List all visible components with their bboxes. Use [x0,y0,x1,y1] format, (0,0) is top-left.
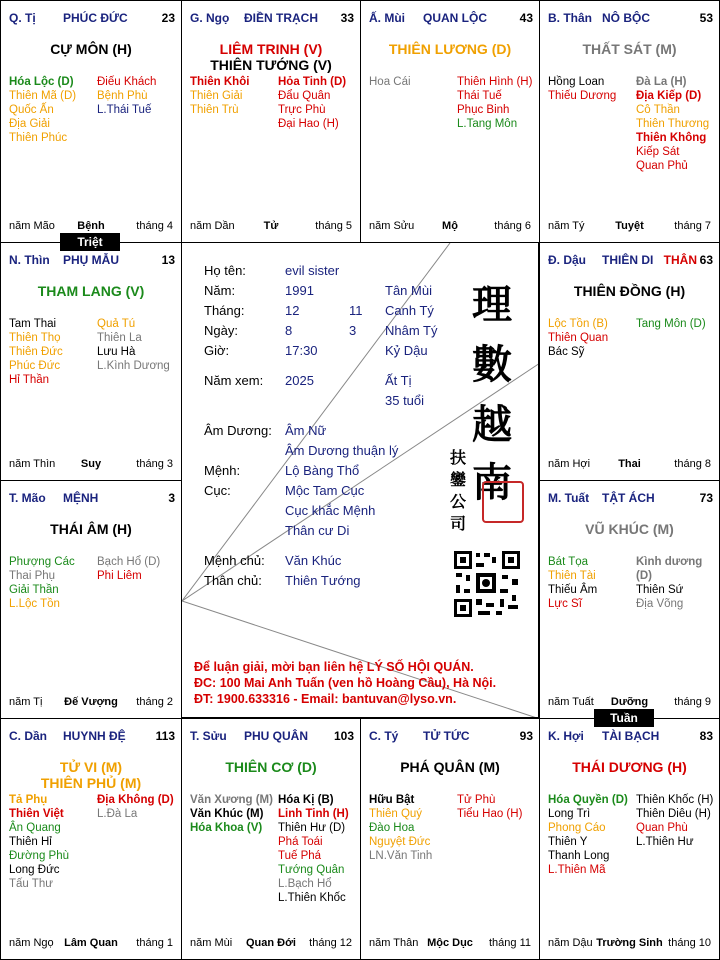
palace-footer [9,937,173,951]
minor-star[interactable]: Thiếu Âm [548,584,598,596]
main-star[interactable]: THIÊN PHỦ (M) [40,775,142,791]
palace-position: C. Dần [9,729,48,743]
calligraphy-char-1: 理 [472,281,512,328]
calligraphy-small-3: 公 [450,492,467,511]
palace-year: năm Dần [190,220,235,232]
life-stage: Mộc Dục [427,937,473,949]
minor-star[interactable]: Tuế Phá [278,850,322,862]
right-star-column [278,793,349,905]
minor-star[interactable]: Thiên Thương [636,118,710,130]
minor-star[interactable]: Tả Phụ [9,794,48,806]
palace-year: năm Tị [9,696,43,708]
minor-star[interactable]: Thiên Hư (D) [278,822,346,834]
left-star-column [9,555,75,611]
menhchu-label: Mệnh chủ: [204,553,265,568]
palace-position: K. Hợi [548,729,584,743]
life-stage: Trường Sinh [596,937,663,949]
minor-star[interactable]: Địa Võng [636,598,684,610]
palace-month: tháng 8 [674,458,711,470]
minor-star[interactable]: Tướng Quân [278,864,345,876]
amduong-label: Âm Dương: [204,423,272,438]
palace-cell-hoi [539,718,720,960]
month-lunar: 11 [349,303,363,318]
minor-star[interactable]: Bệnh Phù [97,90,148,102]
name-label: Họ tên: [204,263,246,278]
palace-footer [9,696,173,710]
than-marker: THÂN [663,253,697,267]
right-star-column [97,793,174,821]
palace-header [9,11,175,27]
palace-header [369,11,533,27]
menh-label: Mệnh: [204,463,241,478]
minor-star[interactable]: Long Đức [9,864,60,876]
contact-phone-email[interactable]: ĐT: 1900.633316 - Email: bantuvan@lyso.vn. [194,692,457,706]
right-star-column [457,793,522,821]
cuc-value: Mộc Tam Cục [285,483,365,498]
minor-star[interactable]: Thiên Hình (H) [457,76,533,88]
minor-star[interactable]: L.Tang Môn [457,118,518,130]
palace-name[interactable]: HUYNH ĐỆ [63,729,126,743]
minor-star[interactable]: L.Thiên Hư [636,836,694,848]
amduong-value2: Âm Dương thuận lý [285,443,399,458]
minor-star[interactable]: Thiên Trù [190,104,239,116]
palace-position: G. Ngọ [190,11,230,25]
triet-tag: Triệt [60,233,120,251]
minor-star[interactable]: Thai Phụ [9,570,56,582]
main-star[interactable]: THAM LANG (V) [37,283,145,299]
life-stage: Đế Vượng [64,696,118,708]
right-star-column [636,793,713,849]
palace-footer [9,458,173,472]
hour-can: Kỷ Dậu [385,343,428,358]
hour-value: 17:30 [285,343,318,358]
minor-star[interactable]: Văn Xương (M) [190,794,273,806]
palace-position: T. Sửu [190,729,227,743]
palace-name[interactable]: ĐIỀN TRẠCH [244,11,318,25]
palace-age-number: 63 [699,253,713,267]
palace-name[interactable]: PHÚC ĐỨC [63,11,128,25]
view-year-value: 2025 [285,373,314,388]
minor-star[interactable]: Phi Liêm [97,570,142,582]
minor-star[interactable]: Thiên Mã (D) [9,90,77,102]
minor-star[interactable]: Kình dương (D) [636,556,703,582]
palace-year: năm Tuất [548,696,594,708]
minor-star[interactable]: Thiên Việt [9,808,64,820]
minor-star[interactable]: Địa Kiếp (D) [636,90,702,102]
cuc-value3: Thân cư Di [285,523,350,538]
left-star-column [548,555,597,611]
left-star-column [9,75,76,145]
palace-header [548,253,713,269]
minor-star[interactable]: Tang Môn (D) [636,318,706,330]
palace-cell-dan [0,718,182,960]
minor-star[interactable]: Hóa Kị (B) [278,794,334,806]
minor-star[interactable]: L.Thiên Khốc [278,892,346,904]
minor-star[interactable]: Thiên Hỉ [9,836,52,848]
palace-age-number: 73 [699,491,713,505]
palace-age-number: 33 [340,11,354,25]
minor-star[interactable]: Tấu Thư [9,878,53,890]
palace-age-number: 23 [161,11,175,25]
minor-star[interactable]: L.Thái Tuế [97,104,152,116]
minor-star[interactable]: Nguyệt Đức [369,836,431,848]
palace-header [548,491,713,507]
month-label: Tháng: [204,303,245,318]
palace-position: Đ. Dậu [548,253,587,267]
minor-star[interactable]: Thiên Phúc [9,132,68,144]
minor-star[interactable]: Bạch Hổ (D) [97,556,161,568]
palace-year: năm Mão [9,220,55,232]
palace-name[interactable]: TÀI BẠCH [602,729,660,743]
main-star[interactable]: THIÊN TƯỚNG (V) [210,57,332,73]
palace-footer [369,937,531,951]
palace-age-number: 83 [699,729,713,743]
tuan-tag: Tuần [594,709,654,727]
minor-star[interactable]: Cô Thần [636,104,680,116]
palace-cell-than [539,0,720,243]
minor-star[interactable]: Đại Hao (H) [278,118,339,130]
palace-position: N. Thìn [9,253,50,267]
palace-month: tháng 9 [674,696,711,708]
minor-star[interactable]: Văn Khúc (M) [190,808,264,820]
minor-star[interactable]: Phong Cáo [548,822,606,834]
amduong-value: Âm Nữ [285,423,327,438]
minor-star[interactable]: Hữu Bật [369,794,415,806]
main-star[interactable]: THÁI ÂM (H) [50,521,132,537]
minor-star[interactable]: Ân Quang [9,822,61,834]
palace-position: T. Mão [9,491,46,505]
minor-star[interactable]: Lộc Tồn (B) [548,318,608,330]
palace-position: Ấ. Mùi [369,11,405,25]
contact-address: ĐC: 100 Mai Anh Tuấn (ven hồ Hoàng Cầu), Hà Nội. [194,676,497,690]
left-star-column [548,793,628,877]
minor-star[interactable]: Hỉ Thần [9,374,50,386]
year-value: 1991 [285,283,314,298]
palace-cell-suu [181,718,361,960]
minor-star[interactable]: Thái Tuế [457,90,502,102]
month-value: 12 [285,303,300,318]
right-star-column [97,317,170,373]
minor-star[interactable]: Đường Phù [9,850,69,862]
red-seal-icon [482,481,524,523]
minor-star[interactable]: Thiên Sứ [636,584,684,596]
palace-year: năm Hợi [548,458,591,470]
palace-header [369,729,533,745]
day-label: Ngày: [204,323,238,338]
palace-year: năm Dậu [548,937,593,949]
palace-year: năm Sửu [369,220,415,232]
life-stage: Quan Đới [246,937,296,949]
palace-footer [548,937,711,951]
palace-cell-mui [360,0,540,243]
life-stage: Tuyệt [615,220,644,232]
minor-star[interactable]: Địa Không (D) [97,794,174,806]
palace-name[interactable]: NÔ BỘC [602,11,650,25]
palace-cell-ty2 [360,718,540,960]
right-star-column [457,75,532,131]
palace-name[interactable]: MỆNH [63,491,99,505]
palace-name[interactable]: PHỤ MẪU [63,253,119,267]
minor-star[interactable]: Thiên Quan [548,332,609,344]
palace-footer [548,696,711,710]
palace-age-number: 43 [519,11,533,25]
minor-star[interactable]: Quan Phủ [636,160,688,172]
minor-star[interactable]: Phá Toái [278,836,323,848]
palace-year: năm Ngọ [9,937,54,949]
palace-header [548,11,713,27]
left-star-column [369,793,432,863]
minor-star[interactable]: Thiên Quý [369,808,423,820]
right-star-column [636,555,719,611]
year-can: Tân Mùi [385,283,432,298]
left-star-column [548,317,608,359]
minor-star[interactable]: Thanh Long [548,850,610,862]
palace-month: tháng 4 [136,220,173,232]
palace-name[interactable]: TỬ TỨC [423,729,470,743]
palace-name[interactable]: PHU QUÂN [244,729,309,743]
minor-star[interactable]: Thiên Diêu (H) [636,808,711,820]
main-star[interactable]: PHÁ QUÂN (M) [400,759,500,775]
calligraphy-small-1: 扶 [450,448,467,467]
palace-cell-ngo [181,0,361,243]
minor-star[interactable]: Phúc Đức [9,360,61,372]
minor-star[interactable]: Điếu Khách [97,76,157,88]
minor-star[interactable]: Thiên Tài [548,570,596,582]
life-stage: Dưỡng [610,696,649,708]
thanchu-value: Thiên Tướng [285,573,361,588]
calligraphy-char-2: 數 [472,341,512,388]
minor-star[interactable]: Kiếp Sát [636,146,680,158]
life-stage: Bệnh [77,220,105,232]
main-star[interactable]: THÁI DƯƠNG (H) [572,759,687,775]
palace-footer [190,937,352,951]
day-can: Nhâm Tý [385,323,438,338]
palace-year: năm Thân [369,937,419,949]
palace-month: tháng 3 [136,458,173,470]
minor-star[interactable]: Giải Thần [9,584,59,596]
minor-star[interactable]: Thiên Y [548,836,588,848]
minor-star[interactable]: Tam Thai [9,318,57,330]
minor-star[interactable]: Trực Phù [278,104,326,116]
cuc-label: Cục: [204,483,231,498]
minor-star[interactable]: Tử Phù [457,794,496,806]
left-star-column [369,75,411,89]
minor-star[interactable]: L.Bạch Hổ [278,878,332,890]
main-star[interactable]: THIÊN LƯƠNG (D) [388,41,512,57]
calligraphy-char-3: 越 [472,401,512,448]
palace-cell-mao [0,480,182,719]
minor-star[interactable]: Thiên Không [636,132,707,144]
minor-star[interactable]: LN.Văn Tinh [369,850,433,862]
calligraphy-small-4: 司 [450,514,467,533]
palace-year: năm Mùi [190,937,233,949]
left-star-column [190,75,249,117]
minor-star[interactable]: Đà La (H) [636,76,687,88]
palace-name[interactable]: THIÊN DI [602,253,654,267]
palace-footer [9,220,173,234]
day-value: 8 [285,323,293,338]
minor-star[interactable]: Lưu Hà [97,346,136,358]
palace-cell-ty [0,0,182,243]
right-star-column [636,75,709,173]
cuc-value2: Cục khắc Mệnh [285,503,376,518]
name-value: evil sister [285,263,340,278]
main-star[interactable]: THIÊN ĐỒNG (H) [573,283,686,299]
minor-star[interactable]: Quan Phù [636,822,688,834]
calligraphy-char-4: 南 [472,459,512,506]
palace-age-number: 113 [155,729,175,743]
palace-year: năm Tý [548,220,585,232]
minor-star[interactable]: Thiên Thọ [9,332,61,344]
menhchu-value: Văn Khúc [285,553,342,568]
right-star-column [97,555,160,583]
palace-header [190,11,354,27]
view-year-label: Năm xem: [204,373,264,388]
minor-star[interactable]: Đẩu Quân [278,90,331,102]
palace-age-number: 53 [699,11,713,25]
month-can: Canh Tý [385,303,434,318]
right-star-column [97,75,156,117]
minor-star[interactable]: Lực Sĩ [548,598,582,610]
minor-star[interactable]: Phục Binh [457,104,510,116]
minor-star[interactable]: Đào Hoa [369,822,415,834]
minor-star[interactable]: Phượng Các [9,556,75,568]
day-lunar: 3 [349,323,357,338]
minor-star[interactable]: Thiên La [97,332,142,344]
main-star[interactable]: LIÊM TRINH (V) [219,41,323,57]
life-stage: Tử [263,220,279,232]
palace-month: tháng 12 [309,937,352,949]
minor-star[interactable]: Hỏa Tinh (D) [278,76,347,88]
palace-month: tháng 5 [315,220,352,232]
minor-star[interactable]: Thiên Giải [190,90,243,102]
palace-age-number: 3 [168,491,175,505]
palace-age-number: 93 [519,729,533,743]
view-year-can: Ất Tị [385,373,412,388]
palace-footer [548,220,711,234]
minor-star[interactable]: Hồng Loan [548,76,605,88]
life-stage: Mộ [442,220,458,232]
minor-star[interactable]: Bác Sỹ [548,346,585,358]
minor-star[interactable]: Hóa Quyền (D) [548,794,628,806]
life-stage: Suy [80,458,102,470]
minor-star[interactable]: Hóa Khoa (V) [190,822,263,834]
palace-footer [548,458,711,472]
palace-position: C. Tý [369,729,399,743]
palace-month: tháng 1 [136,937,173,949]
palace-position: B. Thân [548,11,592,25]
palace-month: tháng 11 [488,937,531,949]
thanchu-label: Thân chủ: [204,573,262,588]
palace-age-number: 13 [161,253,175,267]
minor-star[interactable]: Thiên Khôi [190,76,250,88]
palace-footer [190,220,352,234]
palace-position: Q. Tị [9,11,36,25]
minor-star[interactable]: Thiên Đức [9,346,63,358]
left-star-column [9,793,69,891]
palace-year: năm Thìn [9,458,56,470]
qr-code-icon[interactable] [452,549,522,619]
palace-header [9,253,175,269]
minor-star[interactable]: Long Trì [548,808,591,820]
minor-star[interactable]: L.Lộc Tồn [9,598,60,610]
main-star[interactable]: VŨ KHÚC (M) [585,521,674,537]
minor-star[interactable]: L.Thiên Mã [548,864,606,876]
main-star[interactable]: THẤT SÁT (M) [582,41,677,57]
age-value: 35 tuổi [385,393,425,408]
minor-star[interactable]: Quốc Ấn [9,104,54,116]
palace-month: tháng 7 [674,220,711,232]
palace-month: tháng 2 [136,696,173,708]
minor-star[interactable]: L.Kình Dương [97,360,170,372]
menh-value: Lộ Bàng Thổ [285,463,360,478]
calligraphy-small-2: 鑾 [450,470,467,489]
minor-star[interactable]: Bát Tọa [548,556,589,568]
main-star[interactable]: TỬ VI (M) [59,759,123,775]
palace-header [190,729,354,745]
minor-star[interactable]: Địa Giải [9,118,50,130]
minor-star[interactable]: Hoa Cái [369,76,411,88]
palace-header [9,491,175,507]
palace-cell-tuat [539,480,720,719]
minor-star[interactable]: Hóa Lộc (D) [9,76,74,88]
right-star-column [278,75,346,131]
palace-cell-thin [0,242,182,481]
contact-info [194,659,496,707]
palace-age-number: 103 [333,729,354,743]
palace-header [548,729,713,745]
minor-star[interactable]: Tiểu Hao (H) [457,808,523,820]
left-star-column [9,317,63,387]
left-star-column [190,793,273,835]
minor-star[interactable]: Thiên Khốc (H) [636,794,714,806]
life-stage: Lâm Quan [64,937,118,949]
hour-label: Giờ: [204,343,230,358]
main-star[interactable]: CỰ MÔN (H) [50,41,132,57]
minor-star[interactable]: Linh Tinh (H) [278,808,349,820]
left-star-column [548,75,616,103]
palace-cell-dau [539,242,720,481]
life-stage: Thai [618,458,641,470]
palace-month: tháng 6 [494,220,531,232]
palace-name[interactable]: TẬT ÁCH [602,491,655,505]
main-star[interactable]: THIÊN CƠ (D) [225,759,317,775]
minor-star[interactable]: Quả Tú [97,318,136,330]
contact-line-1: Để luận giải, mời bạn liên hệ LÝ SỐ HỘI QUÁN. [194,660,474,674]
minor-star[interactable]: Thiếu Dương [548,90,617,102]
palace-position: M. Tuất [548,491,590,505]
palace-footer [369,220,531,234]
right-star-column [636,317,706,331]
palace-name[interactable]: QUAN LỘC [423,11,487,25]
center-info-panel [181,242,539,718]
minor-star[interactable]: L.Đà La [97,808,138,820]
palace-month: tháng 10 [668,937,711,949]
year-label: Năm: [204,283,236,298]
palace-header [9,729,175,745]
